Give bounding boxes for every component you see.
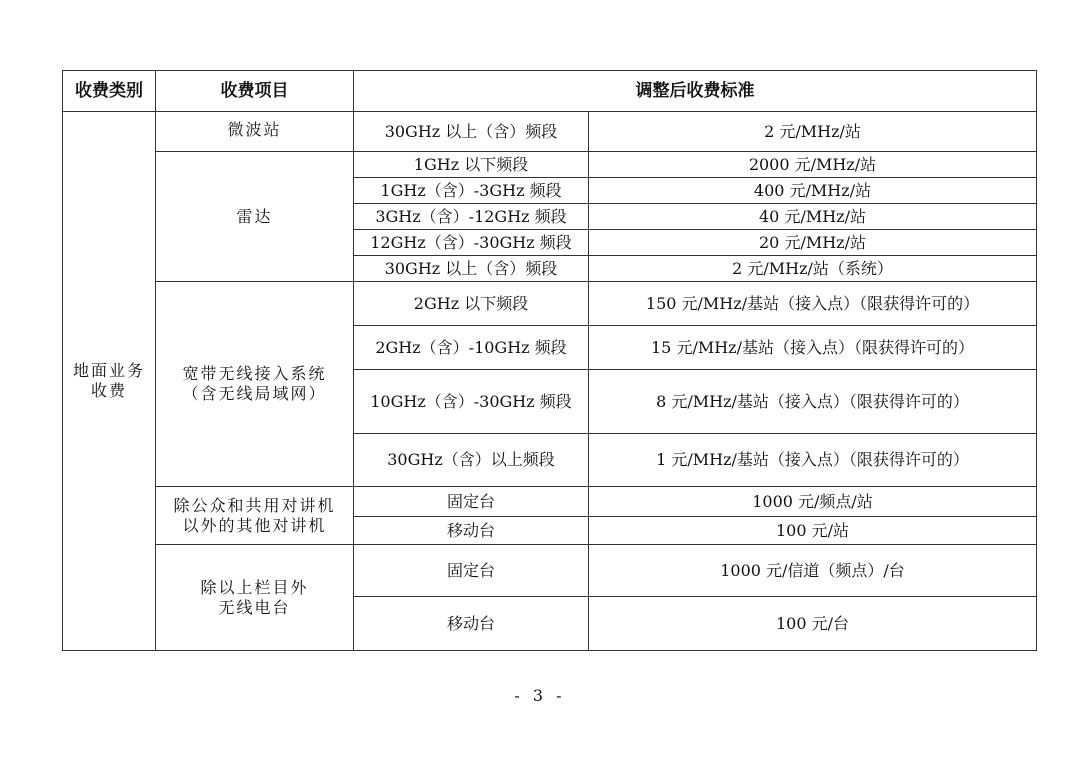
fee-cell: 2 元/MHz/站 (589, 112, 1037, 152)
fee-cell: 1000 元/信道（频点）/台 (589, 545, 1037, 597)
band-cell: 2GHz 以下频段 (354, 282, 589, 326)
page-number: - 3 - (514, 686, 566, 705)
band-cell: 1GHz（含）-3GHz 频段 (354, 178, 589, 204)
band-cell: 固定台 (354, 487, 589, 517)
band-cell: 1GHz 以下频段 (354, 152, 589, 178)
fee-table (62, 70, 1037, 651)
item-cell-radar: 雷达 (156, 152, 354, 282)
table-row (63, 112, 1037, 152)
table-row (63, 487, 1037, 517)
category-cell: 地面业务 收费 (63, 112, 156, 651)
band-cell: 2GHz（含）-10GHz 频段 (354, 326, 589, 370)
fee-cell: 2000 元/MHz/站 (589, 152, 1037, 178)
header-item: 收费项目 (156, 71, 354, 112)
table-row (63, 545, 1037, 597)
fee-cell: 2 元/MHz/站（系统） (589, 256, 1037, 282)
band-cell: 固定台 (354, 545, 589, 597)
band-cell: 移动台 (354, 517, 589, 545)
item-cell-broadband: 宽带无线接入系统 （含无线局域网） (156, 282, 354, 487)
fee-cell: 400 元/MHz/站 (589, 178, 1037, 204)
header-row (63, 71, 1037, 112)
band-cell: 12GHz（含）-30GHz 频段 (354, 230, 589, 256)
band-cell: 移动台 (354, 597, 589, 651)
band-cell: 30GHz（含）以上频段 (354, 434, 589, 487)
band-cell: 3GHz（含）-12GHz 频段 (354, 204, 589, 230)
fee-cell: 1000 元/频点/站 (589, 487, 1037, 517)
header-category: 收费类别 (63, 71, 156, 112)
table-row (63, 282, 1037, 326)
fee-cell: 100 元/站 (589, 517, 1037, 545)
item-cell-walkie-talkie: 除公众和共用对讲机 以外的其他对讲机 (156, 487, 354, 545)
fee-cell: 8 元/MHz/基站（接入点）（限获得许可的） (589, 370, 1037, 434)
fee-cell: 40 元/MHz/站 (589, 204, 1037, 230)
band-cell: 10GHz（含）-30GHz 频段 (354, 370, 589, 434)
table-row (63, 152, 1037, 178)
fee-cell: 20 元/MHz/站 (589, 230, 1037, 256)
band-cell: 30GHz 以上（含）频段 (354, 256, 589, 282)
fee-cell: 1 元/MHz/基站（接入点）（限获得许可的） (589, 434, 1037, 487)
item-cell-other-stations: 除以上栏目外 无线电台 (156, 545, 354, 651)
item-cell-microwave: 微波站 (156, 112, 354, 152)
band-cell: 30GHz 以上（含）频段 (354, 112, 589, 152)
fee-cell: 150 元/MHz/基站（接入点）（限获得许可的） (589, 282, 1037, 326)
fee-cell: 15 元/MHz/基站（接入点）（限获得许可的） (589, 326, 1037, 370)
fee-cell: 100 元/台 (589, 597, 1037, 651)
header-standard: 调整后收费标准 (354, 71, 1037, 112)
